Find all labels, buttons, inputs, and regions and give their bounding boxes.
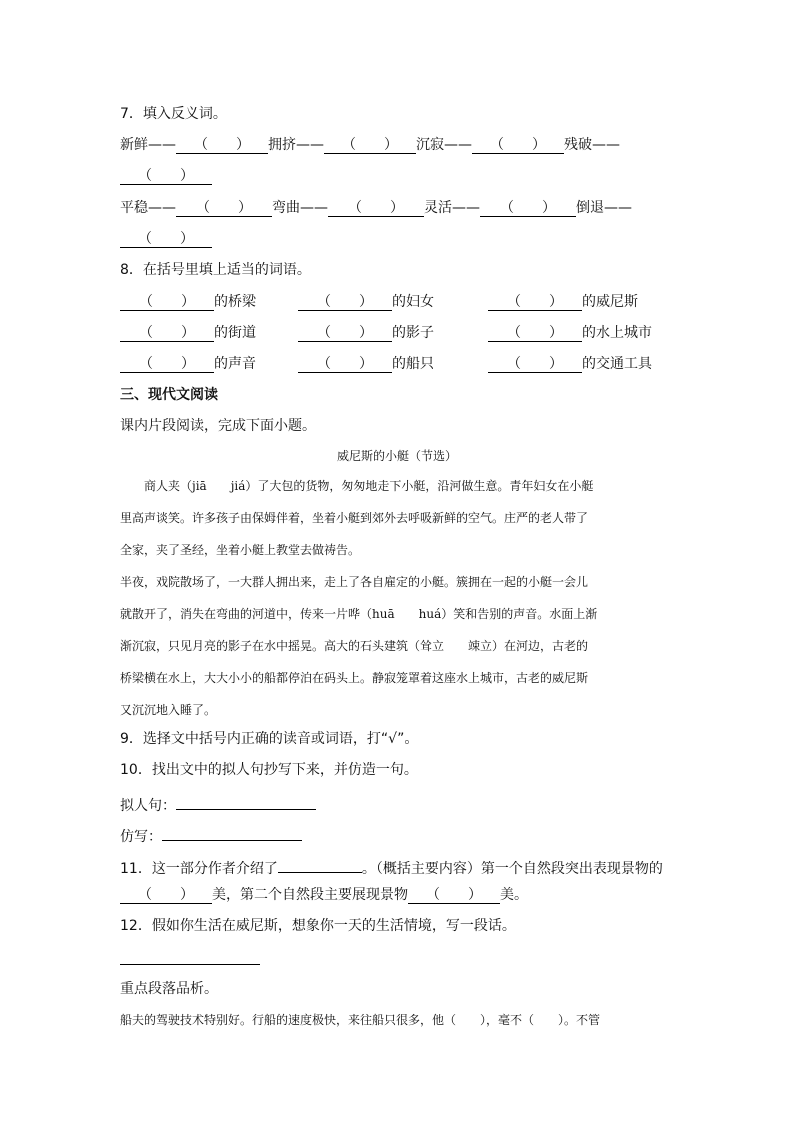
focus-line: 船夫的驾驶技术特别好。行船的速度极快，来往船只很多，他（ ），毫不（ ）。不管: [120, 1013, 601, 1027]
q8-phrase: 的桥梁: [214, 294, 256, 310]
q11-end: 美。: [500, 887, 528, 903]
q8-blank[interactable]: （ ）: [120, 323, 214, 342]
q8-cell: [298, 323, 434, 343]
q7-blank[interactable]: （ ）: [328, 198, 424, 217]
q8-cell: [488, 323, 652, 343]
passage: [120, 470, 680, 726]
q11-line1: [120, 854, 663, 879]
focus-title: 重点段落品析。: [120, 981, 218, 997]
q7-blank[interactable]: （ ）: [176, 135, 268, 154]
passage-line: 商人夹（jiā jiá）了大包的货物，匆匆地走下小艇，沿河做生意。青年妇女在小艇: [120, 479, 594, 493]
q7-blank[interactable]: （ ）: [120, 166, 212, 185]
passage-line: 又沉沉地入睡了。: [120, 703, 217, 717]
q7-word: 新鲜——: [120, 137, 176, 153]
q10-label-personification: 拟人句：: [120, 798, 176, 814]
passage-title: 威尼斯的小艇（节选）: [336, 449, 457, 463]
q8-phrase: 的船只: [392, 356, 434, 372]
q11-line2: [120, 885, 528, 905]
q7-word: 残破——: [564, 137, 620, 153]
q7-blank[interactable]: （ ）: [472, 135, 564, 154]
q8-cell: [120, 323, 256, 343]
q8-cell: [120, 292, 256, 312]
q7-word: 沉寂——: [416, 137, 472, 153]
q8-blank[interactable]: （ ）: [120, 292, 214, 311]
q8-blank[interactable]: （ ）: [120, 354, 214, 373]
q7-word: 平稳——: [120, 200, 176, 216]
q8-cell: [298, 292, 434, 312]
q8-phrase: 的水上城市: [582, 325, 652, 341]
q11-blank[interactable]: （ ）: [408, 885, 500, 904]
q12-answer-row: [120, 946, 260, 971]
q10-line2: [120, 822, 302, 847]
q7-row1: [120, 135, 620, 155]
q7-blank[interactable]: （ ）: [324, 135, 416, 154]
q7-word: 拥挤——: [268, 137, 324, 153]
q7-row2-cont: [120, 229, 212, 249]
q8-blank[interactable]: （ ）: [298, 323, 392, 342]
q7-row2: [120, 198, 632, 218]
q11-blank[interactable]: （ ）: [120, 885, 212, 904]
q8-phrase: 的威尼斯: [582, 294, 638, 310]
q10-line1: [120, 791, 316, 816]
q10-label-imitation: 仿写：: [120, 829, 162, 845]
q7-title: 7．填入反义词。: [120, 106, 227, 122]
q9-text: 9．选择文中括号内正确的读音或词语，打“√”。: [120, 731, 419, 747]
q11-part1: 11．这一部分作者介绍了: [120, 861, 278, 877]
q7-blank[interactable]: （ ）: [120, 229, 212, 248]
passage-line: 全家，夹了圣经，坐着小艇上教堂去做祷告。: [120, 543, 361, 557]
q11-summary-blank[interactable]: [278, 854, 362, 873]
passage-line: 就散开了，消失在弯曲的河道中，传来一片哗（huā huá）笑和告别的声音。水面上渐: [120, 607, 598, 621]
q7-row1-cont: [120, 166, 212, 186]
q12-text: 12．假如你生活在威尼斯，想象你一天的生活情境，写一段话。: [120, 918, 516, 934]
q8-cell: [120, 354, 256, 374]
q8-cell: [488, 292, 638, 312]
q11-part2: 。（概括主要内容）第一个自然段突出表现景物的: [361, 861, 663, 877]
q8-blank[interactable]: （ ）: [298, 354, 392, 373]
passage-line: 半夜，戏院散场了，一大群人拥出来，走上了各自雇定的小艇。簇拥在一起的小艇一会儿: [120, 575, 589, 589]
q11-mid: 美，第二个自然段主要展现景物: [212, 887, 408, 903]
q7-blank[interactable]: （ ）: [176, 198, 272, 217]
q10-answer-line[interactable]: [176, 791, 316, 810]
focus-passage: [120, 1004, 680, 1036]
q7-word: 倒退——: [576, 200, 632, 216]
q8-phrase: 的交通工具: [582, 356, 652, 372]
q8-phrase: 的影子: [392, 325, 434, 341]
section-intro: 课内片段阅读，完成下面小题。: [120, 418, 316, 434]
q8-blank[interactable]: （ ）: [298, 292, 392, 311]
q8-title: 8．在括号里填上适当的词语。: [120, 262, 311, 278]
q10-text: 10．找出文中的拟人句抄写下来，并仿造一句。: [120, 762, 418, 778]
q8-blank[interactable]: （ ）: [488, 354, 582, 373]
q8-blank[interactable]: （ ）: [488, 323, 582, 342]
q7-word: 灵活——: [424, 200, 480, 216]
q7-word: 弯曲——: [272, 200, 328, 216]
passage-line: 渐沉寂，只见月亮的影子在水中摇晃。高大的石头建筑（耸立 竦立）在河边，古老的: [120, 639, 589, 653]
section-heading: 三、现代文阅读: [120, 387, 218, 403]
passage-line: 桥梁横在水上，大大小小的船都停泊在码头上。静寂笼罩着这座水上城市，古老的威尼斯: [120, 671, 589, 685]
q8-blank[interactable]: （ ）: [488, 292, 582, 311]
q8-cell: [298, 354, 434, 374]
q8-phrase: 的声音: [214, 356, 256, 372]
q12-answer-line[interactable]: [120, 946, 260, 965]
q10-imitation-line[interactable]: [162, 822, 302, 841]
passage-line: 里高声谈笑。许多孩子由保姆伴着，坐着小艇到郊外去呼吸新鲜的空气。庄严的老人带了: [120, 511, 589, 525]
q8-cell: [488, 354, 652, 374]
q8-phrase: 的街道: [214, 325, 256, 341]
q7-blank[interactable]: （ ）: [480, 198, 576, 217]
q8-phrase: 的妇女: [392, 294, 434, 310]
